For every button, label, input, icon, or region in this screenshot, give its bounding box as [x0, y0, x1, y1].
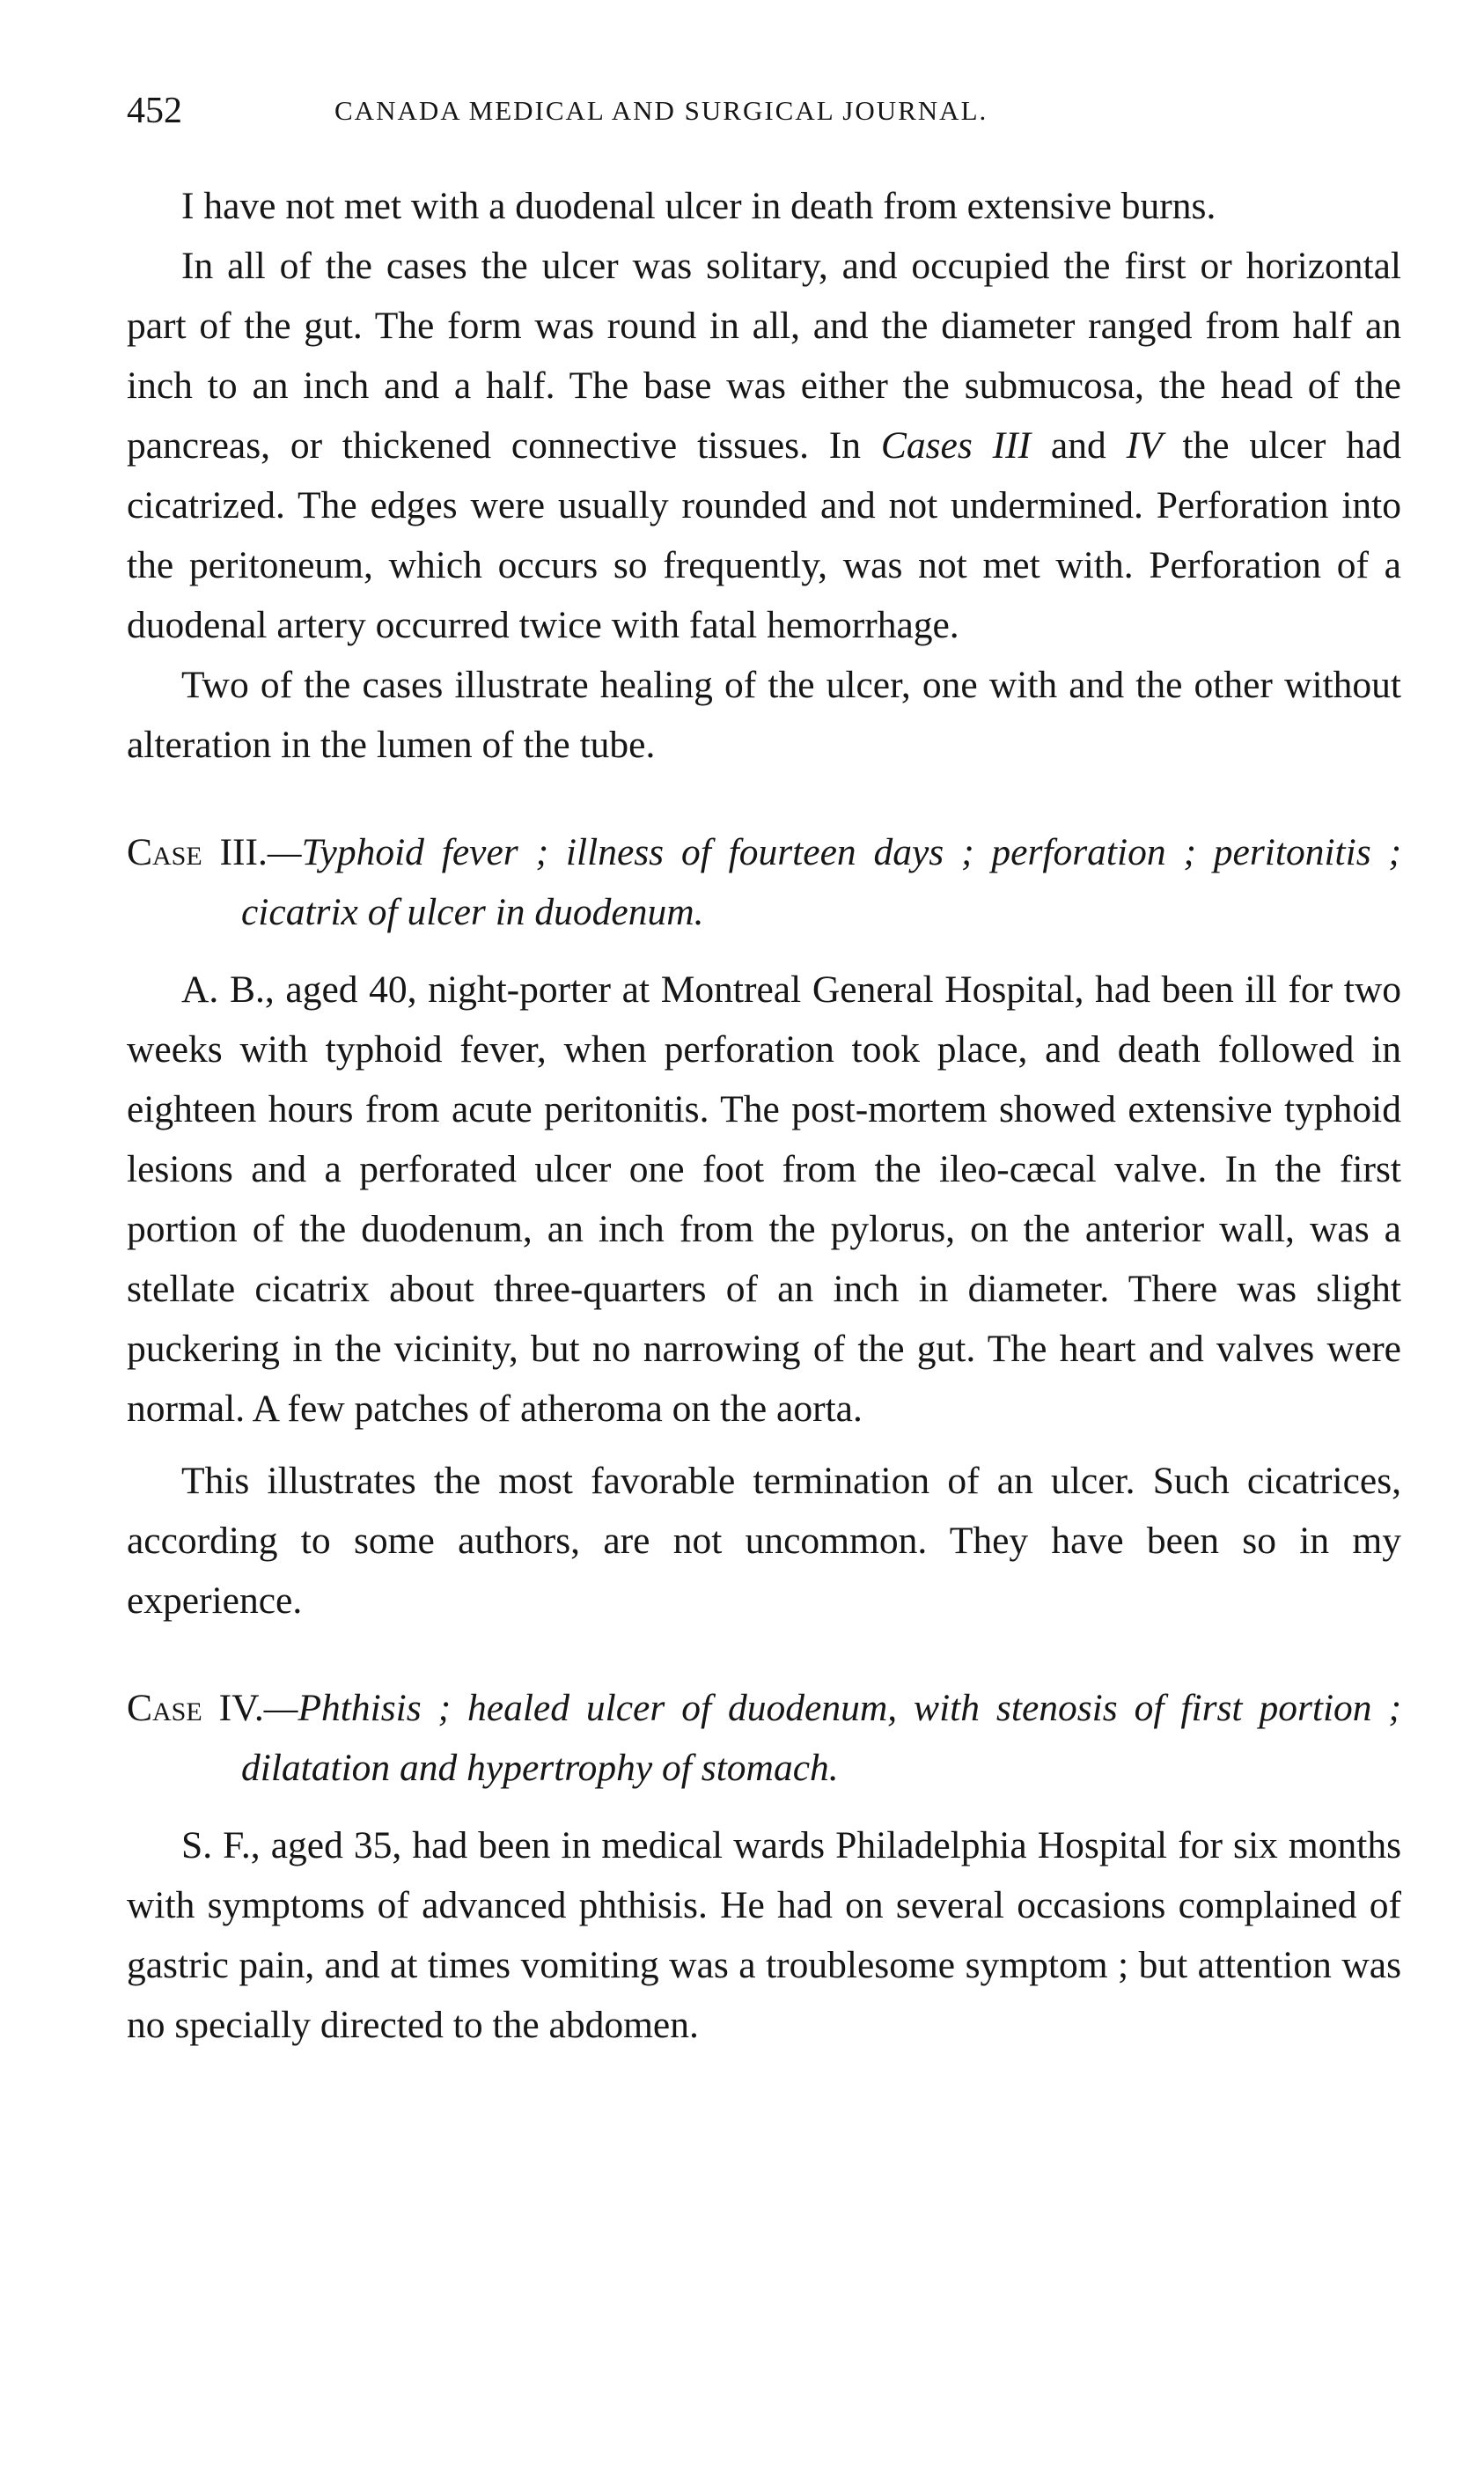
journal-title: CANADA MEDICAL AND SURGICAL JOURNAL.: [334, 95, 988, 126]
paragraph-text: In all of the cases the ulcer was solitary, and occupied the first or horizontal part of the gut. The form was round in all, and the diameter ranged from half an inch to an inch and a half. The base was either the submucosa, the head of the pancreas, or thickened connective tissues. In: [127, 245, 1401, 467]
article-body: [127, 176, 1401, 2055]
case-heading: [127, 1678, 1401, 1798]
case-report-paragraph: S. F., aged 35, had been in medical wards Philadelphia Hospital for six months with symptoms of advanced phthisis. He had on several occasions complained of gastric pain, and at times vomiting was a troublesome symptom ; but attention was no specially directed to the abdomen.: [127, 1824, 1401, 2046]
running-head: [127, 85, 1403, 137]
case-reference: Cases III: [880, 424, 1032, 467]
paragraph-healing: Two of the cases illustrate healing of the ulcer, one with and the other without alteration in the lumen of the tube.: [127, 664, 1401, 766]
case-report-paragraph: A. B., aged 40, night-porter at Montreal General Hospital, had been ill for two weeks with typhoid fever, when perforation took place, and death followed in eighteen hours from acute peritonitis. The post-mortem showed extensive typhoid lesions and a perforated ulcer one foot from the ileo-cæcal valve. In the first portion of the duodenum, an inch from the pylorus, on the anterior wall, was a stellate cicatrix about three-quarters of an inch in diameter. There was slight puckering in the vicinity, but no narrowing of the gut. The heart and valves were normal. A few patches of atheroma on the aorta.: [127, 968, 1401, 1430]
paragraph-burns: I have not met with a duodenal ulcer in death from extensive burns.: [181, 185, 1216, 227]
case-heading: [127, 822, 1401, 942]
paragraph-favorable-termination: This illustrates the most favorable termination of an ulcer. Such cicatrices, according to some authors, are not uncommon. They have been so in my experience.: [127, 1460, 1401, 1622]
case-title: —Typhoid fever ; illness of fourteen days ; perforation ; peritonitis ; cicatrix of ulcer in duodenum.: [241, 831, 1401, 933]
page-number: 452: [127, 91, 182, 131]
case-reference: IV: [1126, 424, 1163, 467]
case-label: Case IV.: [127, 1687, 264, 1729]
case-title: —Phthisis ; healed ulcer of duodenum, with stenosis of first portion ; dilatation and hypertrophy of stomach.: [241, 1687, 1401, 1789]
paragraph-text: the ulcer had cicatrized. The edges were usually rounded and not undermined. Perforation into the peritoneum, which occurs so frequently, was not met with. Perforation of a duodenal artery occurred twice with fatal hemorrhage.: [127, 424, 1402, 646]
paragraph-text: and: [1031, 424, 1127, 467]
case-label: Case III.: [127, 831, 268, 873]
paragraph-ulcer-description: [127, 236, 1401, 655]
